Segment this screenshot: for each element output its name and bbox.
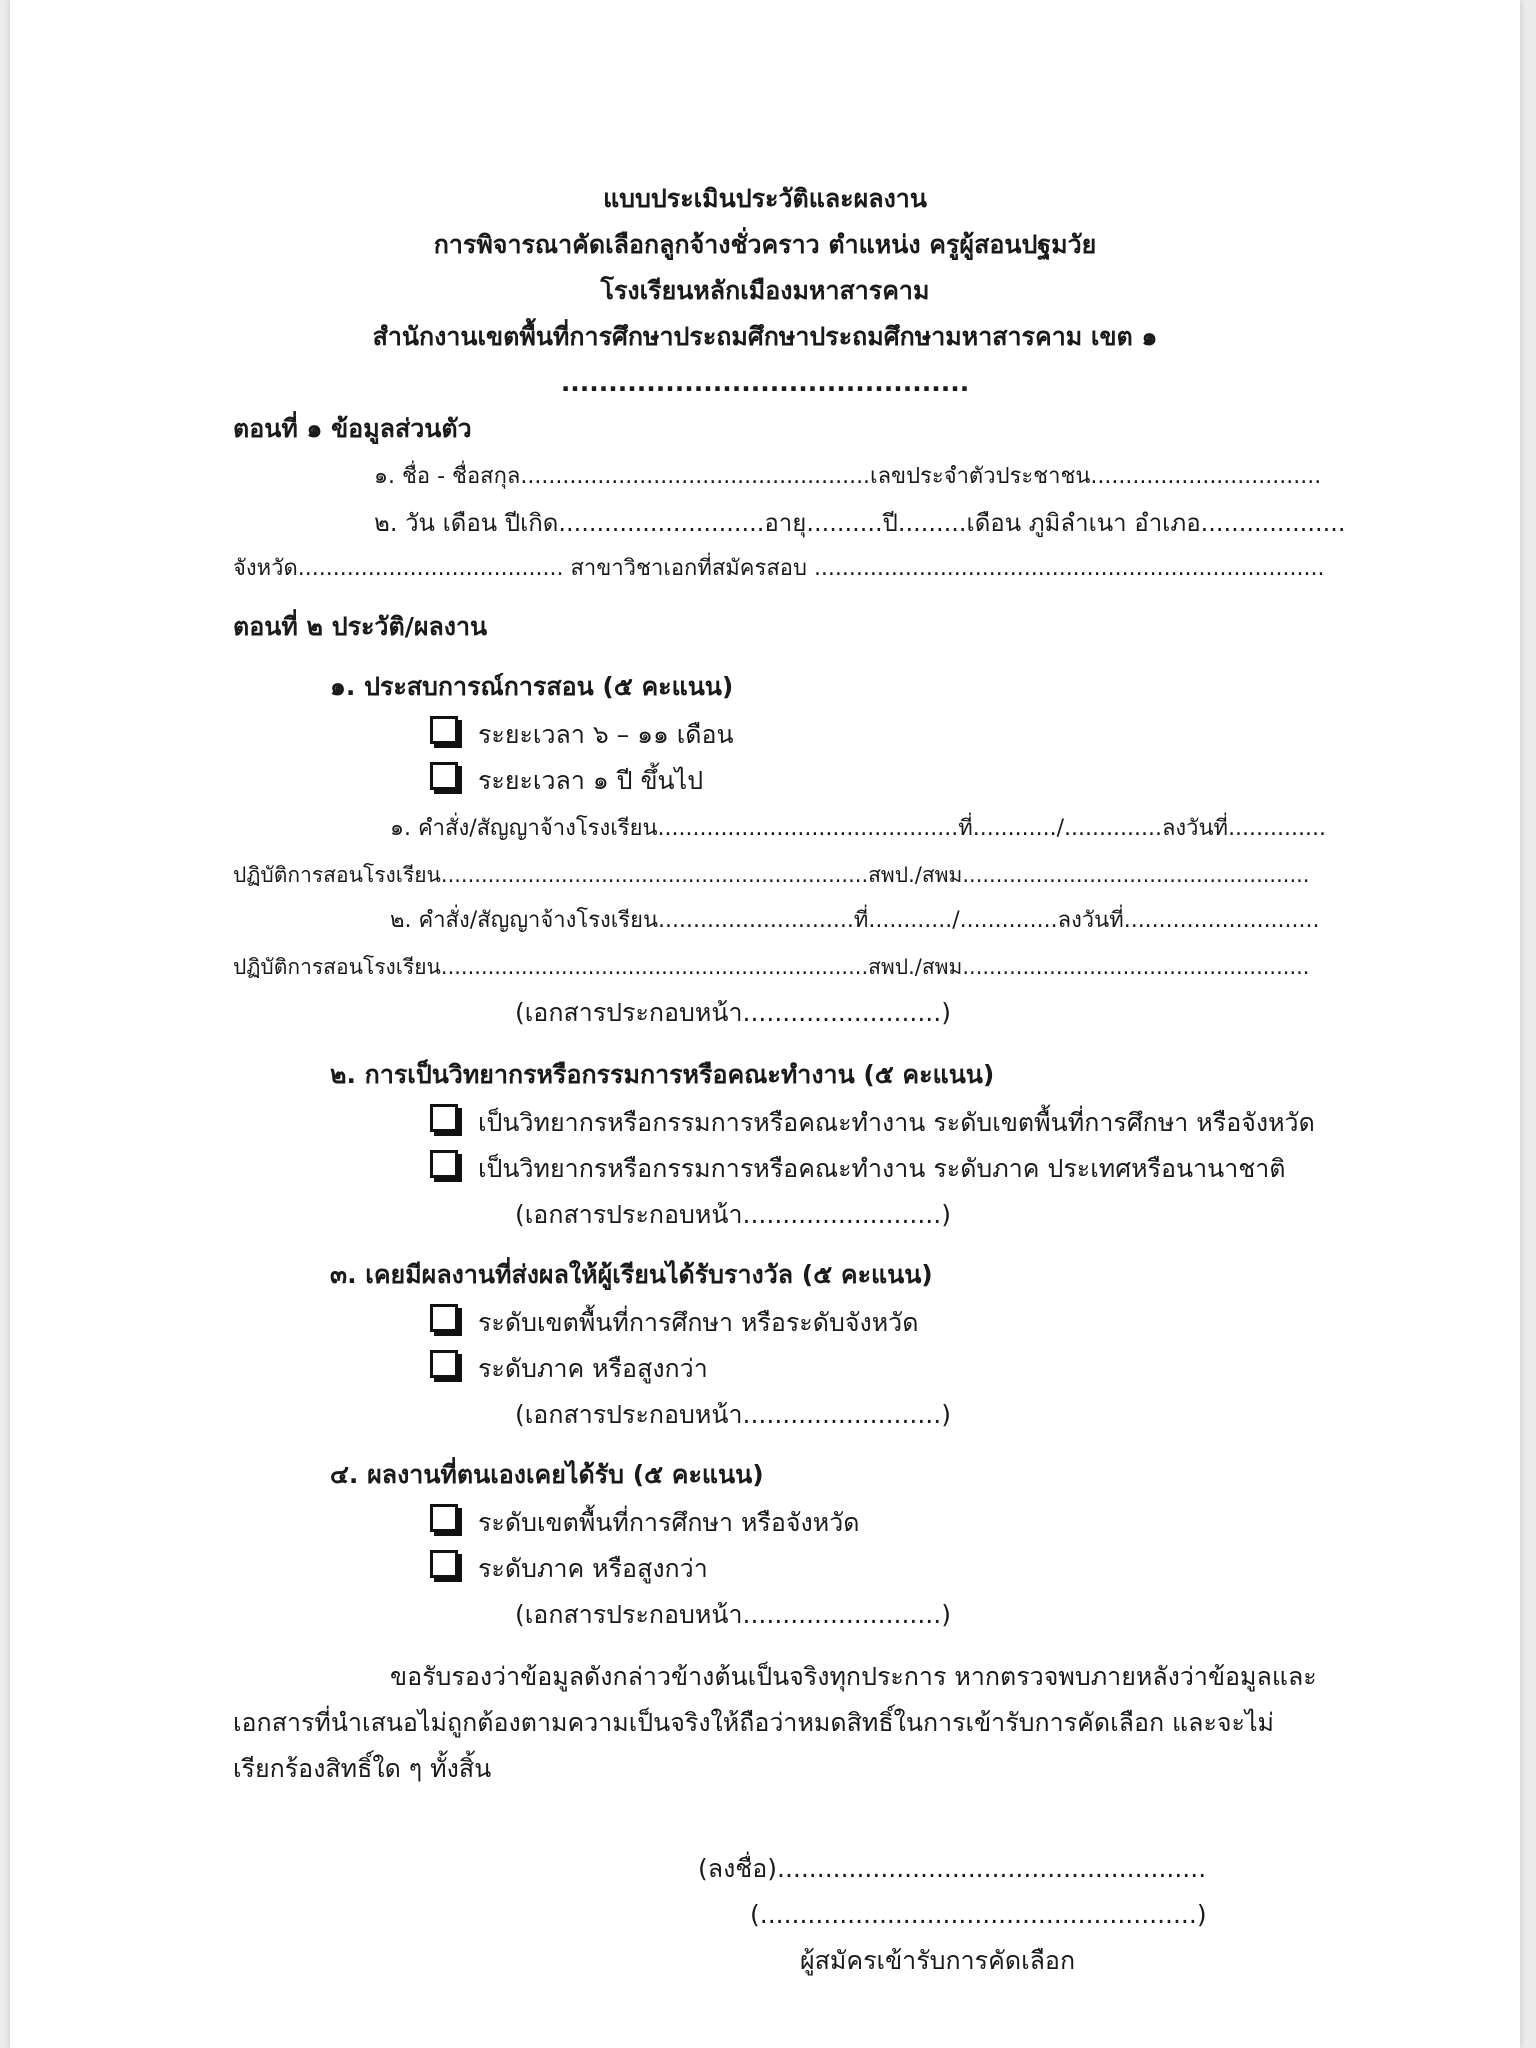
s1-contract1-line: ๑. คำสั่ง/สัญญาจ้างโรงเรียน...........................................ที่............/..............ลงวันที่.............. bbox=[390, 816, 1326, 841]
part2-heading: ตอนที่ ๒ ประวัติ/ผลงาน bbox=[233, 612, 488, 641]
signature-line: (ลงชื่อ)...................................................... bbox=[698, 1854, 1207, 1883]
s1-opt1-label: ระยะเวลา ๖ – ๑๑ เดือน bbox=[478, 720, 734, 749]
document-page bbox=[10, 0, 1520, 2048]
part1-province-line: จังหวัด...................................... สาขาวิชาเอกที่สมัครสอบ ......................................................................... bbox=[233, 556, 1325, 581]
s3-doc-page: (เอกสารประกอบหน้า.........................) bbox=[515, 1400, 951, 1429]
s4-opt2-label: ระดับภาค หรือสูงกว่า bbox=[478, 1554, 708, 1583]
s2-doc-page: (เอกสารประกอบหน้า.........................) bbox=[515, 1200, 951, 1229]
s3-heading: ๓. เคยมีผลงานที่ส่งผลให้ผู้เรียนได้รับรางวัล (๕ คะแนน) bbox=[330, 1260, 933, 1289]
s1-school2-line: ปฏิบัติการสอนโรงเรียน................................................................สพป./สพม.................................................... bbox=[233, 955, 1310, 979]
s1-opt2-label: ระยะเวลา ๑ ปี ขึ้นไป bbox=[478, 766, 704, 795]
certification-line-1: ขอรับรองว่าข้อมูลดังกล่าวข้างต้นเป็นจริงทุกประการ หากตรวจพบภายหลังว่าข้อมูลและ bbox=[390, 1662, 1317, 1691]
s2-opt1-checkbox[interactable] bbox=[430, 1104, 458, 1132]
s4-opt1-checkbox[interactable] bbox=[430, 1504, 458, 1532]
s1-school1-line: ปฏิบัติการสอนโรงเรียน................................................................สพป./สพม.................................................... bbox=[233, 863, 1310, 887]
s4-opt2-checkbox[interactable] bbox=[430, 1550, 458, 1578]
s1-opt1-checkbox[interactable] bbox=[430, 716, 458, 744]
s1-doc-page: (เอกสารประกอบหน้า.........................) bbox=[515, 998, 951, 1027]
office-name: สำนักงานเขตพื้นที่การศึกษาประถมศึกษาประถมศึกษามหาสารคาม เขต ๑ bbox=[372, 322, 1158, 351]
doc-title: แบบประเมินประวัติและผลงาน bbox=[603, 184, 927, 213]
s2-heading: ๒. การเป็นวิทยากรหรือกรรมการหรือคณะทำงาน (๕ คะแนน) bbox=[330, 1060, 995, 1089]
part1-heading: ตอนที่ ๑ ข้อมูลส่วนตัว bbox=[233, 414, 472, 443]
header-dotted-line: ........................................... bbox=[560, 368, 970, 397]
s1-opt2-checkbox[interactable] bbox=[430, 762, 458, 790]
s2-opt1-label: เป็นวิทยากรหรือกรรมการหรือคณะทำงาน ระดับเขตพื้นที่การศึกษา หรือจังหวัด bbox=[478, 1108, 1315, 1137]
s4-heading: ๔. ผลงานที่ตนเองเคยได้รับ (๕ คะแนน) bbox=[330, 1460, 764, 1489]
s2-opt2-label: เป็นวิทยากรหรือกรรมการหรือคณะทำงาน ระดับภาค ประเทศหรือนานาชาติ bbox=[478, 1154, 1286, 1183]
part1-birth-line: ๒. วัน เดือน ปีเกิด...........................อายุ..........ปี.........เดือน ภูมิลำเนา อำเภอ................... bbox=[374, 509, 1346, 537]
s3-opt1-label: ระดับเขตพื้นที่การศึกษา หรือระดับจังหวัด bbox=[478, 1308, 919, 1337]
certification-line-3: เรียกร้องสิทธิ์ใด ๆ ทั้งสิ้น bbox=[233, 1754, 492, 1783]
certification-line-2: เอกสารที่นำเสนอไม่ถูกต้องตามความเป็นจริงให้ถือว่าหมดสิทธิ์ในการเข้ารับการคัดเลือก และจะไม่ bbox=[233, 1708, 1275, 1737]
part1-name-line: ๑. ชื่อ - ชื่อสกุล..................................................เลขประจำตัวประชาชน................................. bbox=[374, 464, 1322, 489]
doc-subtitle: การพิจารณาคัดเลือกลูกจ้างชั่วคราว ตำแหน่ง ครูผู้สอนปฐมวัย bbox=[433, 230, 1097, 259]
s2-opt2-checkbox[interactable] bbox=[430, 1150, 458, 1178]
s1-heading: ๑. ประสบการณ์การสอน (๕ คะแนน) bbox=[330, 672, 734, 701]
s4-doc-page: (เอกสารประกอบหน้า.........................) bbox=[515, 1600, 951, 1629]
school-name: โรงเรียนหลักเมืองมหาสารคาม bbox=[600, 276, 930, 305]
s3-opt1-checkbox[interactable] bbox=[430, 1304, 458, 1332]
s3-opt2-label: ระดับภาค หรือสูงกว่า bbox=[478, 1354, 708, 1383]
s4-opt1-label: ระดับเขตพื้นที่การศึกษา หรือจังหวัด bbox=[478, 1508, 860, 1537]
signature-role: ผู้สมัครเข้ารับการคัดเลือก bbox=[800, 1946, 1076, 1975]
s3-opt2-checkbox[interactable] bbox=[430, 1350, 458, 1378]
signature-name-line: (.......................................................) bbox=[750, 1900, 1207, 1929]
s1-contract2-line: ๒. คำสั่ง/สัญญาจ้างโรงเรียน............................ที่............/..............ลงวันที่............................ bbox=[390, 908, 1320, 933]
